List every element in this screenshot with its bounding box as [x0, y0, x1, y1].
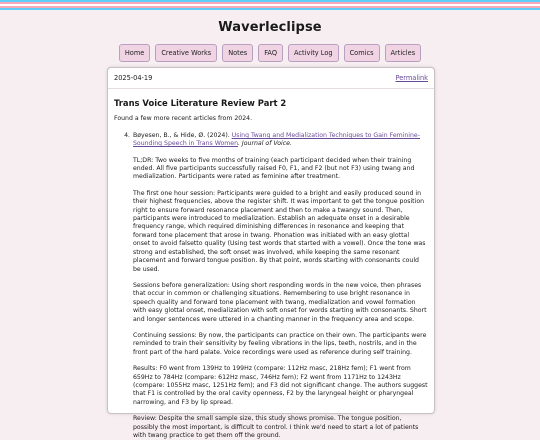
post-intro: Found a few more recent articles from 2024.: [114, 115, 253, 123]
nav-activity-log[interactable]: Activity Log: [288, 44, 339, 62]
post-title: Trans Voice Literature Review Part 2: [114, 98, 287, 108]
post-header: [108, 68, 434, 89]
reference-authors: Bøyesen, B., & Hide, Ø. (2024).: [133, 131, 230, 139]
trans-flag-stripes: [0, 0, 540, 10]
nav-home[interactable]: Home: [119, 44, 150, 62]
note-tldr: TL;DR: Two weeks to five months of training (each participant decided when their training ended. All five participants successfully raised F0, F1, and F2 (but not F3) using twang and medialization. Participants were rated as feminine after treatment.: [133, 156, 415, 181]
nav-faq[interactable]: FAQ: [258, 44, 283, 62]
post-card: [107, 67, 435, 439]
note-first-session: The first one hour session: Participants were guided to a bright and easily produced sound in their highest frequencies, above the register shift. It was important to get the tongue position right to ensure forward resonance placement and then to make a twangy sound. Then, participants were introduced to medialization. Establish an adequate onset in a desirable frequency range, which required diminishing differences in resonance and keeping that forward tone placement that arose in twang. Phonation was initiated with an easy glottal onset to avoid falsetto quality (Using test words that started with a vowel). Once the tone was strong and established, the soft onset was involved, while keeping the same resonant placement and forward tongue position. By that point, words starting with consonants could be used.: [133, 189, 426, 273]
permalink-link[interactable]: Permalink: [395, 74, 428, 82]
main-nav: [0, 44, 540, 62]
site-title[interactable]: Waverleclipse: [218, 20, 322, 35]
reference-entry: [114, 132, 428, 149]
nav-articles[interactable]: Articles: [385, 44, 422, 62]
post-date: 2025-04-19: [114, 74, 153, 82]
reference-number: 4.: [124, 131, 130, 139]
reference-link[interactable]: Using Twang and Medialization Techniques to Gain Feminine-Sounding Speech in Trans Women: [133, 131, 420, 148]
note-results: Results: F0 went from 139Hz to 199Hz (compare: 112Hz masc, 218Hz fem); F1 went from 659Hz to 784Hz (compare: 612Hz masc, 746Hz fem); F2 went from 1171Hz to 1243Hz (compare: 1055Hz masc, 1251Hz fem); and F3 did not significant change. The authors suggest that F1 is controlled by the oral cavity openness, F2 by the laryngeal height or pharyngeal narrowing, and F3 by lip spread.: [133, 365, 428, 406]
reference-notes: [114, 157, 428, 440]
post-body: [108, 89, 434, 440]
nav-notes[interactable]: Notes: [222, 44, 253, 62]
nav-comics[interactable]: Comics: [344, 44, 380, 62]
reference-citation: [133, 132, 428, 149]
note-review: Review: Despite the small sample size, this study shows promise. The tongue position, possibly the most important, is difficult to control. I think we'd need to start a lot of patients with twang practice to get them off the ground.: [133, 415, 419, 439]
note-sessions-before-generalization: Sessions before generalization: Using short responding words in the new voice, then phrases that occur in common or challenging situations. Remembering to use bright resonance in speech quality and forward tone placement with twang, medialization and vowel formation with easy glottal onset, medialization with soft onset for words starting with consonants. Short and longer sentences were uttered in a chanting manner in the frequency area and scope.: [133, 281, 427, 323]
nav-creative-works[interactable]: Creative Works: [155, 44, 217, 62]
note-continuing-sessions: Continuing sessions: By now, the participants can practice on their own. The participants were reminded to train their sensitivity by feeling vibrations in the lips, teeth, nostrils, and in the front part of the hard palate. Voice recordings were used as reference during self training.: [133, 331, 427, 356]
reference-journal: . Journal of Voice.: [238, 140, 292, 148]
flag-stripe-5: [0, 8, 540, 10]
